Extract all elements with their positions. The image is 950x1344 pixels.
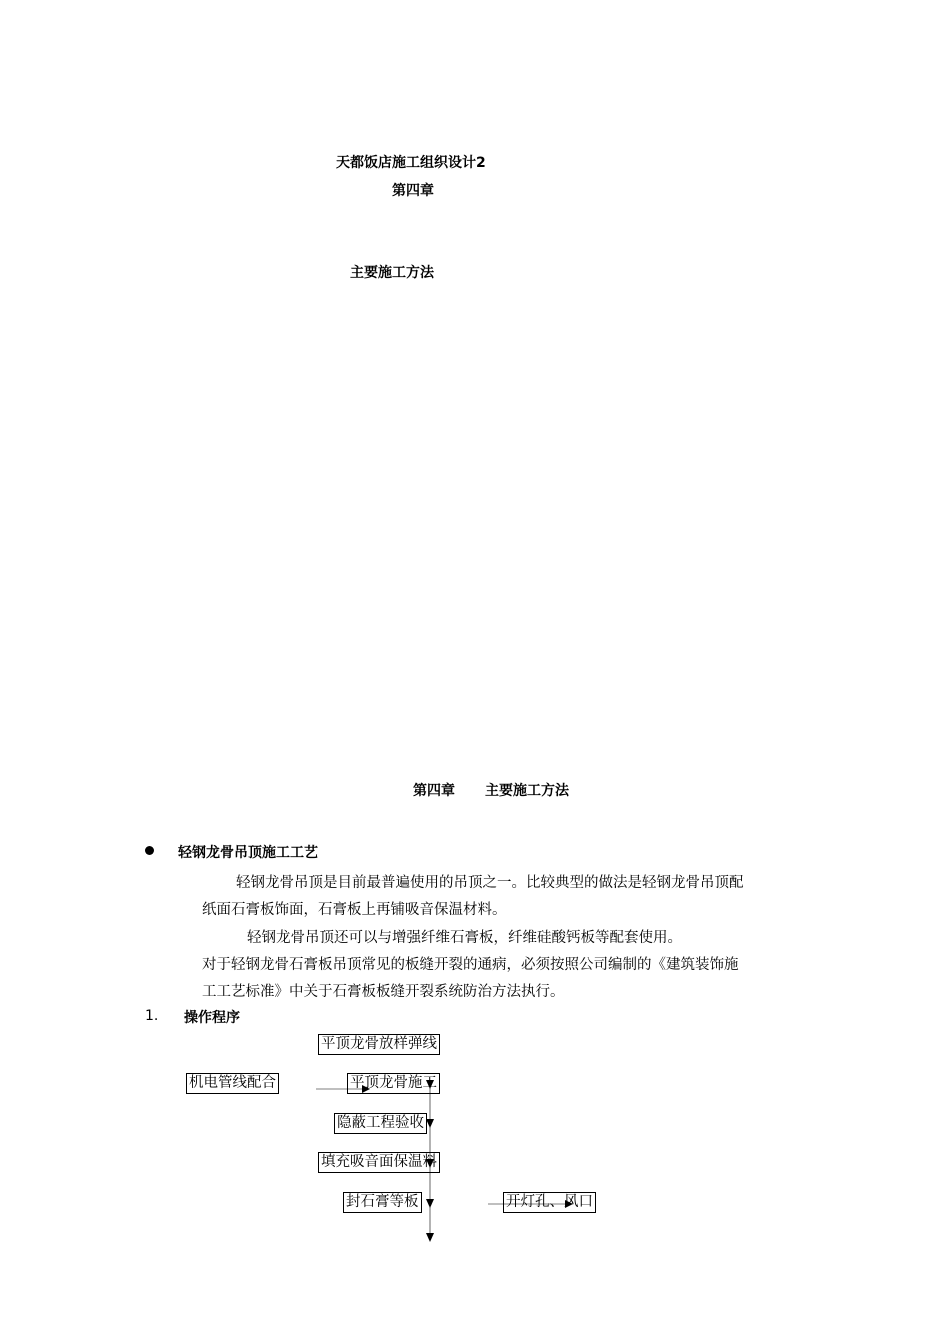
procedure-number: 1. (145, 1008, 159, 1024)
paragraph-3-line-2: 工工艺标准》中关于石膏板板缝开裂系统防治方法执行。 (202, 984, 565, 1000)
flow-step-1: 平顶龙骨放样弹线 (318, 1034, 440, 1055)
arrow-down-icon (426, 1199, 434, 1208)
flow-step-4: 填充吸音面保温料 (318, 1152, 440, 1173)
cover-subtitle: 主要施工方法 (350, 265, 434, 281)
flow-step-3: 隐蔽工程验收 (334, 1113, 427, 1134)
chapter-number: 第四章 (413, 783, 455, 799)
flow-side-right: 开灯孔、风口 (503, 1192, 596, 1213)
arrow-down-icon (426, 1119, 434, 1128)
procedure-title: 操作程序 (184, 1010, 240, 1026)
flow-step-5: 封石膏等板 (343, 1192, 422, 1213)
paragraph-1-line-2: 纸面石膏板饰面，石膏板上再铺吸音保温材料。 (202, 902, 507, 918)
cover-chapter: 第四章 (392, 183, 434, 199)
arrow-down-icon (426, 1233, 434, 1242)
flow-step-2: 平顶龙骨施工 (347, 1073, 440, 1094)
section-title: 轻钢龙骨吊顶施工工艺 (178, 845, 318, 861)
paragraph-1-line-1: 轻钢龙骨吊顶是目前最普遍使用的吊顶之一。比较典型的做法是轻钢龙骨吊顶配 (236, 875, 744, 891)
chapter-title: 主要施工方法 (485, 783, 569, 799)
paragraph-2: 轻钢龙骨吊顶还可以与增强纤维石膏板，纤维硅酸钙板等配套使用。 (247, 930, 682, 946)
paragraph-3-line-1: 对于轻钢龙骨石膏板吊顶常见的板缝开裂的通病，必须按照公司编制的《建筑装饰施 (202, 957, 739, 973)
flow-side-left: 机电管线配合 (186, 1073, 279, 1094)
cover-title: 天都饭店施工组织设计2 (336, 155, 486, 171)
